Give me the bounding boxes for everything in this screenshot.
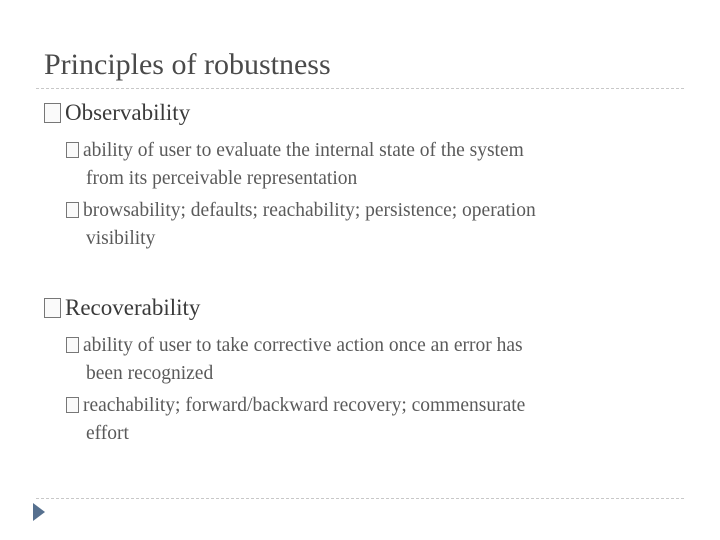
footer-divider — [36, 498, 684, 499]
bullet-box-icon — [66, 142, 79, 158]
bullet-item — [66, 392, 686, 448]
heading-recoverability — [44, 295, 200, 321]
bullet-text-continued: visibility — [86, 228, 156, 249]
bullet-box-icon — [44, 298, 61, 318]
heading-observability — [44, 100, 190, 126]
bullet-text-continued: from its perceivable representation — [86, 168, 358, 189]
heading-text: Observability — [65, 100, 191, 125]
bullet-box-icon — [66, 397, 79, 413]
bullet-box-icon — [66, 337, 79, 353]
bullet-item — [66, 137, 686, 193]
bullet-text-continued: been recognized — [86, 363, 214, 384]
heading-text: Recoverability — [65, 295, 201, 320]
bullet-item — [66, 332, 686, 388]
slide-title: Principles of robustness — [44, 48, 331, 81]
bullet-text: ability of user to take corrective action once an error has — [83, 335, 523, 356]
triangle-marker-icon — [33, 503, 45, 521]
bullet-item — [66, 197, 686, 253]
bullet-text: ability of user to evaluate the internal state of the system — [83, 140, 524, 161]
bullet-text-continued: effort — [86, 423, 129, 444]
title-divider — [36, 88, 684, 89]
bullet-box-icon — [66, 202, 79, 218]
bullet-text: browsability; defaults; reachability; persistence; operation — [83, 200, 536, 221]
bullet-box-icon — [44, 103, 61, 123]
bullet-text: reachability; forward/backward recovery; commensurate — [83, 395, 526, 416]
